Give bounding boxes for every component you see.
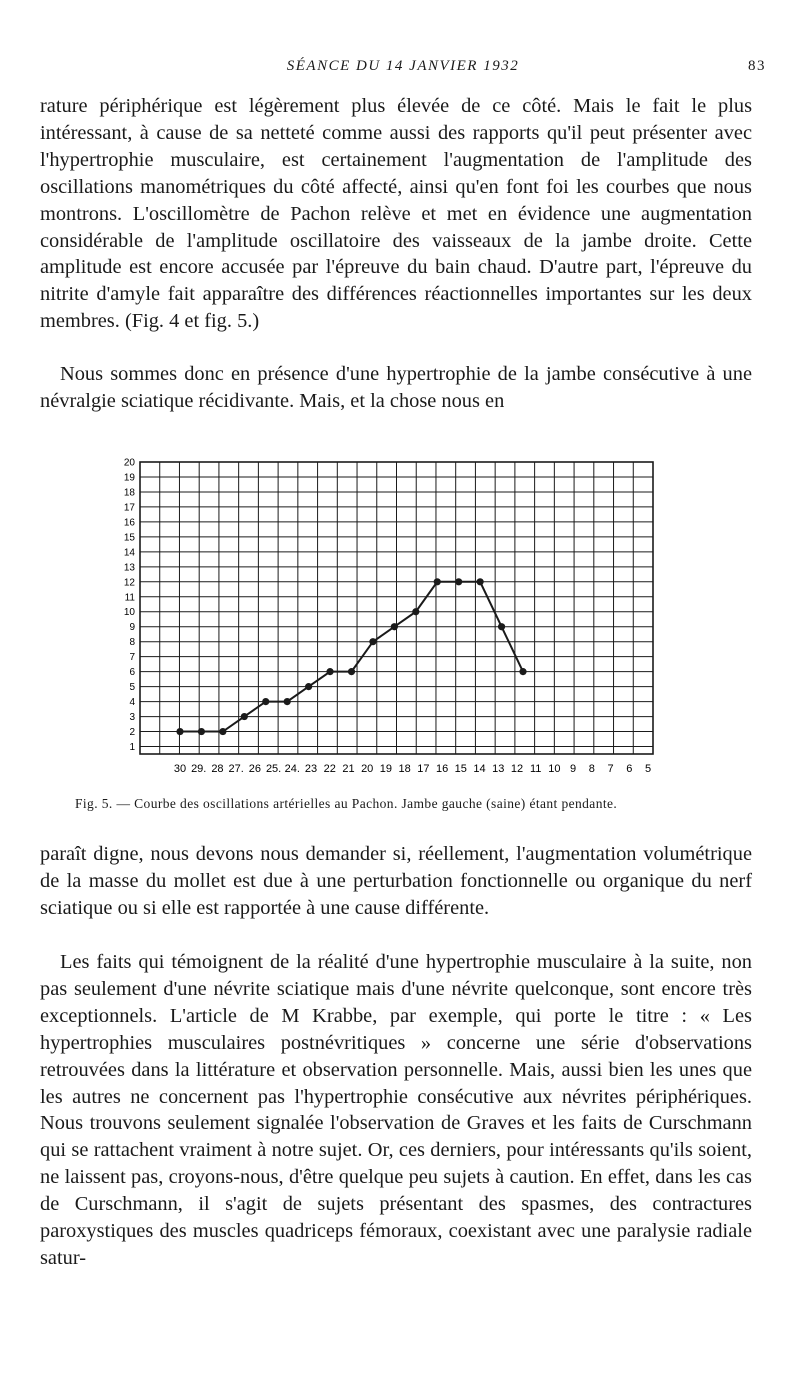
- x-tick-label: 5: [644, 763, 652, 775]
- y-tick-label: 15: [123, 532, 135, 544]
- page-number: 83: [748, 58, 766, 74]
- y-tick-label: 2: [129, 727, 135, 739]
- data-point: [412, 608, 419, 615]
- x-tick-label: 7: [607, 763, 614, 775]
- data-point: [391, 623, 398, 630]
- x-tick-label: 13: [492, 763, 505, 775]
- data-point: [305, 683, 312, 690]
- x-tick-label: 9: [570, 763, 577, 775]
- data-point: [326, 668, 333, 675]
- x-tick-label: 11: [529, 763, 542, 775]
- y-tick-label: 3: [129, 712, 135, 724]
- data-point: [369, 638, 376, 645]
- y-tick-label: 19: [123, 472, 135, 484]
- paragraph-4-text: Les faits qui témoignent de la réalité d'une hypertrophie musculaire à la suite, non pas seulement d'une névrite sciatique mais d'une névrite quelconque, sont encore très exceptionnels. L'article de M Krabbe, par exemple, qui porte le titre : « Les hypertrophies musculaires postnévritiques » concerne une série d'observations retrouvées dans la littérature et observation personnelle. Mais, aussi bien les unes que les autres ne concernent pas l'hypertrophie consécutive aux névrites périphériques. Nous trouvons seulement signalée l'observation de Graves et les faits de Curschmann qui se rattachent vraiment à notre sujet. Or, ces derniers, pour intéressants qu'ils soient, ne laissent pas, croyons-nous, d'être quelque peu sujets à caution. En effet, dans les cas de Curschmann, il s'agit de sujets présentant des spasmes, des contractures paroxystiques des muscles quadriceps fémoraux, coexistant avec une paralysie radiale satur-: [40, 951, 752, 1269]
- x-tick-label: 12: [510, 763, 524, 775]
- x-tick-label: 17: [417, 763, 430, 775]
- y-tick-label: 18: [123, 487, 135, 499]
- x-tick-label: 15: [454, 763, 467, 775]
- y-tick-label: 4: [129, 697, 135, 709]
- data-point: [241, 713, 248, 720]
- y-tick-label: 9: [129, 622, 135, 634]
- y-tick-label: 8: [129, 637, 135, 649]
- x-tick-label: 29.: [191, 763, 207, 775]
- data-point: [477, 578, 484, 585]
- y-tick-label: 17: [123, 502, 135, 514]
- x-tick-label: 6: [626, 763, 633, 775]
- x-tick-label: 10: [548, 763, 561, 775]
- x-tick-label: 27.: [228, 763, 244, 775]
- data-point: [219, 728, 226, 735]
- x-tick-label: 22: [323, 763, 336, 775]
- data-point: [498, 623, 505, 630]
- y-tick-label: 14: [123, 547, 135, 559]
- y-tick-label: 13: [123, 562, 135, 574]
- data-point: [176, 728, 183, 735]
- data-point: [434, 578, 441, 585]
- paragraph-2: [40, 361, 752, 415]
- chart-svg: [105, 450, 665, 790]
- x-tick-label: 30: [173, 763, 187, 775]
- oscillation-chart: [105, 450, 665, 790]
- data-point: [348, 668, 355, 675]
- y-tick-label: 12: [123, 577, 135, 589]
- paragraph-4: [40, 949, 752, 1272]
- data-point: [455, 578, 462, 585]
- running-header: [40, 58, 766, 80]
- x-tick-label: 14: [473, 763, 486, 775]
- y-tick-label: 10: [123, 607, 135, 619]
- x-tick-label: 19: [379, 763, 393, 775]
- figure-caption: Fig. 5. — Courbe des oscillations artérielles au Pachon. Jambe gauche (saine) étant pendante.: [75, 796, 618, 811]
- running-title: SÉANCE DU 14 JANVIER 1932: [286, 58, 520, 74]
- y-tick-label: 16: [123, 517, 135, 529]
- x-tick-label: 8: [588, 763, 595, 775]
- paragraph-2-text: Nous sommes donc en présence d'une hypertrophie de la jambe consécutive à une névralgie sciatique récidivante. Mais, et la chose nous en: [40, 363, 752, 412]
- y-tick-label: 1: [129, 742, 135, 754]
- paragraph-3: paraît digne, nous devons nous demander si, réellement, l'augmentation volumétrique de la masse du mollet est due à une perturbation fonctionnelle ou organique du nerf sciatique ou si elle est rapportée à une cause différente.: [40, 843, 752, 919]
- x-tick-label: 25.: [265, 763, 282, 775]
- y-tick-label: 11: [124, 592, 135, 604]
- x-tick-label: 21: [342, 763, 355, 775]
- data-point: [262, 698, 269, 705]
- x-tick-label: 28: [211, 763, 224, 775]
- y-tick-label: 5: [129, 682, 135, 694]
- x-tick-label: 23: [304, 763, 318, 775]
- x-tick-label: 16: [435, 763, 449, 775]
- x-tick-label: 26: [248, 763, 262, 775]
- x-tick-label: 18: [398, 763, 411, 775]
- data-point: [284, 698, 291, 705]
- data-point: [519, 668, 526, 675]
- y-tick-label: 20: [123, 457, 135, 469]
- data-point: [198, 728, 205, 735]
- y-tick-label: 7: [129, 652, 135, 664]
- paragraph-1: rature périphérique est légèrement plus élevée de ce côté. Mais le fait le plus intéressant, à cause de sa netteté comme aussi des rapports qu'il peut présenter avec l'hypertrophie musculaire, est certainement l'augmentation de l'amplitude des oscillations manométriques du côté affecté, ainsi qu'en font foi les courbes que nous montrons. L'oscillomètre de Pachon relève et met en évidence une augmentation considérable de l'amplitude oscillatoire des vaisseaux de la jambe droite. Cette amplitude est encore accusée par l'épreuve du bain chaud. D'autre part, l'épreuve du nitrite d'amyle fait apparaître des différences réactionnelles importantes sur les deux membres. (Fig. 4 et fig. 5.): [40, 95, 752, 333]
- y-tick-label: 6: [129, 667, 135, 679]
- x-tick-label: 20: [361, 763, 374, 775]
- x-tick-label: 24.: [284, 763, 300, 775]
